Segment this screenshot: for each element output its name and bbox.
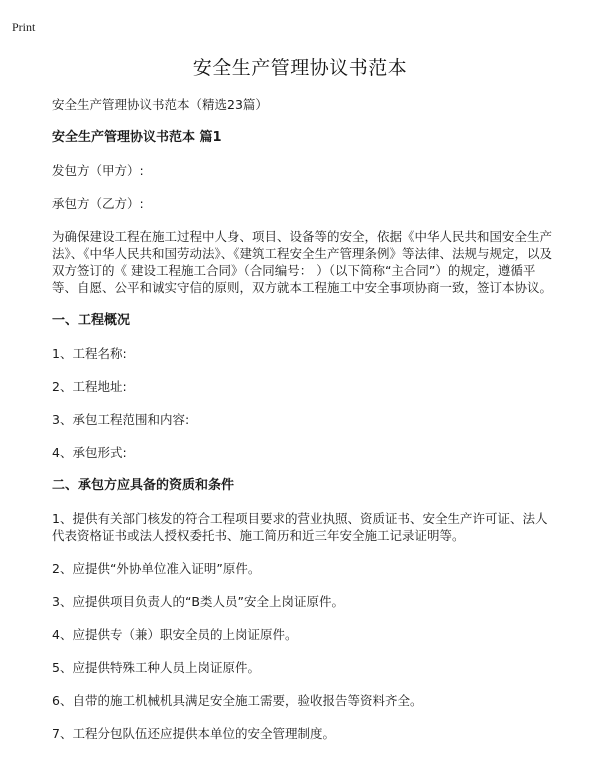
document-subtitle: 安全生产管理协议书范本（精选23篇） (52, 97, 268, 112)
heading-project-overview: 一、工程概况 (52, 313, 131, 328)
document-body (52, 96, 552, 758)
intro-paragraph: 为确保建设工程在施工过程中人身、项目、设备等的安全，依据《中华人民共和国安全生产法》、《中华人民共和国劳动法》、《建筑工程安全生产管理条例》等法律、法规与规定，以及双方签订的《 建设工程施工合同》（合同编号： ）（以下简称“主合同”）的规定，遵循平等、自愿、公平和诚实守信的原则，双方就本工程施工中安全事项协商一致，签订本协议。 (52, 229, 553, 295)
qualification-item: 7、工程分包队伍还应提供本单位的安全管理制度。 (52, 726, 335, 741)
heading-qualifications: 二、承包方应具备的资质和条件 (52, 478, 235, 493)
qualification-item: 5、应提供特殊工种人员上岗证原件。 (52, 660, 260, 675)
qualification-item: 1、提供有关部门核发的符合工程项目要求的营业执照、资质证书、安全生产许可证、法人代表资格证书或法人授权委托书、施工简历和近三年安全施工记录证明等。 (52, 511, 548, 543)
document-title: 安全生产管理协议书范本 (192, 57, 408, 79)
section-title: 安全生产管理协议书范本 篇1 (52, 130, 222, 145)
print-label[interactable]: Print (12, 20, 36, 34)
qualification-item: 3、应提供项目负责人的“B类人员”安全上岗证原件。 (52, 594, 344, 609)
overview-item: 1、工程名称: (52, 346, 127, 361)
overview-item: 4、承包形式: (52, 445, 127, 460)
overview-item: 3、承包工程范围和内容: (52, 412, 190, 427)
party-b-line: 承包方（乙方）: (52, 196, 144, 211)
party-a-line: 发包方（甲方）: (52, 163, 144, 178)
overview-item: 2、工程地址: (52, 379, 127, 394)
qualification-item: 4、应提供专（兼）职安全员的上岗证原件。 (52, 627, 298, 642)
qualification-item: 6、自带的施工机械机具满足安全施工需要，验收报告等资料齐全。 (52, 693, 423, 708)
qualification-item: 2、应提供“外协单位准入证明”原件。 (52, 561, 261, 576)
